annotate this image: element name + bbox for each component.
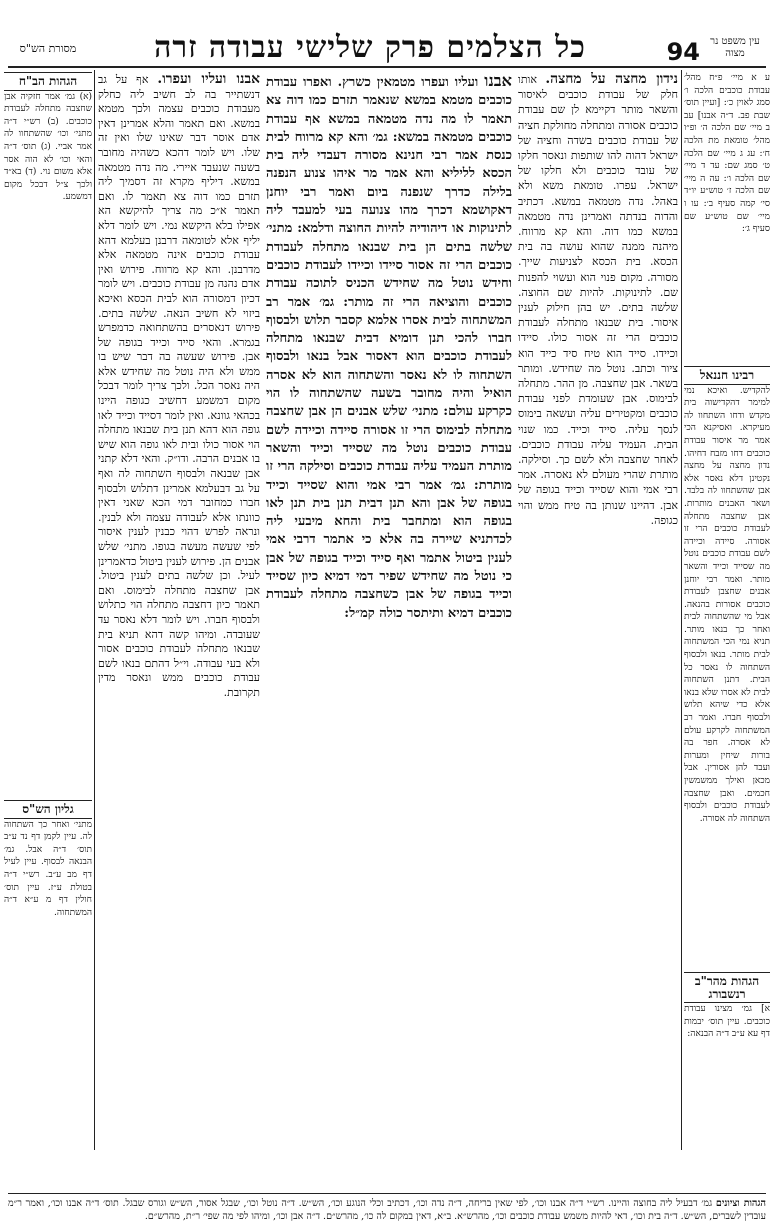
header-rule <box>8 66 766 68</box>
masoret-hashas-column <box>4 72 92 712</box>
rashi-lead: נידון מחצה על מחצה. <box>545 72 678 87</box>
hagahot-rabbi-heading: הגהות מהר"ב רנשבורג <box>684 972 770 1003</box>
left-margin-rule <box>94 70 95 1150</box>
gemara-column <box>266 72 512 1152</box>
page-title: כל הצלמים פרק שלישי עבודה זרה <box>154 30 586 65</box>
ein-mishpat-text: ע א מיי׳ פ״ח מהל׳ עבודת כוכבים הלכה ו׳ סמג לאוין כ׳: [ועיין תוס׳ שבת פב. ד״ה אבנו] עב ב מיי׳ שם הלכה ה׳ ופ״ו מהל׳ טומאת מת הלכה ח׳: עג ג מיי׳ שם הלכה ט׳ סמג שם: עד ד מיי׳ שם הלכה ו׳: עה ה מיי׳ שם הלכה ז׳ טוש״ע יו״ד סי׳ קמה סעיף ב׳: עו ו מיי׳ שם טוש״ע שם סעיף ג׳: <box>684 73 770 235</box>
gilyon-hashas-text: מתני׳ ואחר כך השתחוה לה. עיין לקמן דף נד ע״ב תוס׳ ד״ה אבל. גמ׳ הבנאה לבסוף. עיין לעיל דף מב ע״ב. רש״י ד״ה בטולת ע״ז. עיין תוס׳ חולין דף מ ע״א ד״ה המשתחוה. <box>4 819 92 918</box>
ein-mishpat-column <box>684 72 770 362</box>
rabbeinu-chananel-heading: רבינו חננאל <box>684 366 770 385</box>
tosafot-text: אף על גב דנשתייר בה לב חשיב ליה כחלק מעבודת כוכבים עצמה ולכך מטמא במשא. ואם תאמר והלא אמרינן דאין אדם אוסר דבר שאינו שלו ואין זה שלו. ויש לומר דהכא כשהיה מחובר בשעה שנעבד איירי. מה נדה מטמאה במשא. דיליף מקרא זה דסמיך ליה תזרם כמו דוה צא תאמר לו. ואם תאמר א״כ מה צריך להיקשא הא אפילו בלא היקשא נמי. ויש לומר דלא יליף אלא לטומאה דרבנן בעלמא דהא עבודת כוכבים אינה מטמאה אלא מדרבנן. והא קא מרווח. פירוש ואין אדם נהנה מן עבודת כוכבים. ויש לומר דכיון דמסורה הוא לבית הכסא ואיכא ביזוי לא חשיב הנאה. שלשה בתים. פירוש דנאסרים בהשתחואה כדמפרש בגמרא. והאי סייד וכייד בגופה של אבן. פירוש שעשה בה דבר שיש בו ממש ולא היה נוטל מה שחידש אלא היה נאסר הכל. ולכך צריך לומר דבכל מקום דמשמע דחשיב כגופה היינו בכהאי גוונא. ואין לומר דסייד וכייד לאו גופה הוא דהא תנן בית שבנאו מתחלה הוי אסור כולו ובית לאו גופה הוא שיש בו אבנים הרבה. ודו״ק. <box>98 73 260 466</box>
tosafot-column <box>98 72 260 1152</box>
hagahot-habach-text: (א) גמ׳ אמר חזקיה אבן שחצבה מתחלה לעבודת כוכבים. (ב) רש״י ד״ה מתני׳ וכו׳ שהשתחוו לה אמר אביי. (ג) תוס׳ ד״ה והאי וכו׳ לא הוה אסר אלא משום נוי. (ד) בא״ד ולכך צ״ל דבכל מקום דמשמע. <box>4 91 92 203</box>
tosafot-text-continued: והאי דלא קתני אבן שבנאה ולבסוף השתחוה לה ואף על גב דבעלמא אמרינן דתלוש ולבסוף חברו כמחובר דמי הכא שאני דאין כוונתו אלא לעבודה עצמה ולא לבנין. ונראה לפרש דהוי כבנין לענין איסור לפי שעשה מעשה בגופו. מתני׳ שלש אבנים הן. פירוש לענין ביטול כדאמרינן לעיל. וכן שלשה בתים לענין ביטול. אבן שחצבה מתחלה לבימוס. ואם תאמר כיון דחצבה מתחלה הוי כתלוש ולבסוף חברו. ויש לומר דלא נאסר עד שעובדה. ומיהו קשה דהא תניא בית שבנאו מתחלה לעבודת כוכבים אסור ולא בעי עבודה. וי״ל דהתם בנאו לשם עבודת כוכבים ממש ונאסר מדין תקרובת. <box>98 452 260 699</box>
hagahot-rabbi-column <box>684 972 770 1142</box>
footer-text: גמ׳ דבעיל ליה בחוצה והיינו. רש״י ד״ה אבנו וכו׳, לפי שאין בריחה, ד״ה נדה וכו׳, דכתיב וכלי הנוגע וכו׳, הש״ש. ד״ה נוטל וכו׳, שבגל אסור, הש״ש וגורס שבגל. תוס׳ ד״ה אבנו וכו׳, ואמר ר״מ עובדין לשברים, הש״ש. ד״ה בית וכו׳, דאי להיות משמש עבודת כוכבים וכו׳, מהרש״א. ב״א, דאין במקום לה כו׳, מהרש״ם. ד״ה אבן וכו׳, ומיהו לפי מה שפי׳ ר״ת, מהרש״ם. <box>8 1198 766 1222</box>
gilyon-hashas-heading: גליון הש"ס <box>4 800 92 819</box>
page-header <box>0 0 774 66</box>
right-margin-rule <box>681 70 682 1150</box>
footer-hagahot <box>8 1193 766 1223</box>
rabbeinu-chananel-column <box>684 366 770 966</box>
hagahot-rabbi-text: א] גמ׳ מצינו עבודת כוכבים. עיין תוס׳ יבמות דף עא ע״ב ד״ה הבנאה: <box>684 1004 770 1040</box>
tosafot-lead: אבנו ועליו ועפרו. <box>157 72 260 87</box>
hagahot-habach-heading: הגהות הב"ח <box>4 72 92 91</box>
gemara-lead-word: אבנו <box>484 72 512 90</box>
rashi-text: אותו חלק של עבודת כוכבים לאיסור והשאר מותר דקיימא לן שם עבודת כוכבים אסורה ומתחלה מחולקת חציה של עבודת כוכבים בשדה וחציה של ישראל דהוה להו שותפות ונאסר חלקו של עובד כוכבים ולא חלקו של ישראל. עפרו. טומאת משא ולא באהל. נדה מטמאה במשא. דכתיב והדוה בנדתה ואמרינן נדה מטמאה במשא כמו דוה. והא קא מרווח. מיהנה ממנה שהוא עושה בה בית הכסא. בית הכסא לצניעות שייך. מסורה. מקום פנוי הוא ועשוי להפנות שם. לתינוקות. להיות שם החוצה. שלשה בתים. יש בהן חילוק לענין איסור. בית שבנאו מתחלה לעבודת כוכבים הרי זה אסור כולו. סיידו וכיידו. סייד הוא טיח סיד כייד הוא ציור וכתב. נוטל מה שחידש. ומותר בשאר. אבן שחצבה. מן ההר. מתחלה לבימוס. אבן שעומדת לפני עבודת כוכבים ומקטירים עליה ועשאה בימוס לנסך עליה. סייד וכייד. כמו שנוי הבית. העמיד עליה עבודת כוכבים. לאחר שחצבה ולא לשם כך. וסילקה. מותרת שהרי מעולם לא נאסרה. אמר רבי אמי והוא שסייד וכייד בגופה של אבן. דהיינו שנותן בה טיח ממש והוי כגופה. <box>518 73 678 527</box>
gemara-text: ועליו ועפרו מטמאין כשרץ. ואפרו עבודת כוכבים מטמא במשא שנאמר תזרם כמו דוה צא תאמר לו מה נדה מטמאה במשא אף עבודת כוכבים מטמאה במשא: גמ׳ והא קא מרווח לבית כנסת אמר רבי חנינא מסורה דעבדי ליה בית הכסא לליליא והא אמר מר איהו צנוע הנפנה בלילה כדרך שנפנה ביום ואמר רבי יוחנן דאקושמא דכרך מהו צנועה בעי למעבד ליה לתינוקות או דיהודיה להיות החוצה ודלמא: מתני׳ שלשה בתים הן בית שבנאו מתחלה לעבודת כוכבים הרי זה אסור סיידו וכיידו לעבודת כוכבים וחידש נוטל מה שחידש הכניס לתוכה עבודת כוכבים והוציאה הרי זה מותר: גמ׳ אמר רב המשתחוה לבית אסרו אלמא קסבר תלוש ולבסוף חברו להכי תנן דומיא דבית שבנאו מתחלה לעבודת כוכבים הוא דאסור אבל בנאו ולבסוף השתחוה לו לא נאסר והשתחוה הוא לא אסרה הואיל והיה מחובר בשעה שהשתחוה לו הוי כקרקע עולם: מתני׳ שלש אבנים הן אבן שחצבה מתחלה לבימוס הרי זו אסורה סיידה וכיידה לשם עבודת כוכבים נוטל מה שסייד וכייד והשאר מותרת העמיד עליה עבודת כוכבים וסילקה הרי זו מותרת: גמ׳ אמר רבי אמי והוא שסייד וכייד בגופה של אבן והא תנן דבית תנן בית תנן לאו בגופה הוא ומתחבר בית והחא מיבעי ליה לכדתניא שיירה בה אלא כי אתמר דרבי אמי לענין ביטול אתמר ואף סייד וכייד בגופה של אבן כי נוטל מה שחידש שפיר דמי דמיא כיון שסייד וכייד בגופה של אבן כשחצבה מתחלה לעבודת כוכבים דמיא ותיתסר כולה קמ״ל: <box>266 75 512 621</box>
rabbeinu-chananel-text: להקדיש. ואיכא נמי למימר דהקדישוה בית מקדש ודחו השתחוו לה מעיקרא. ואסיקנא הכי אמר מר איסור עבודת כוכבים דחו מזבח דחיהו. נדון מחצה על מחצה נקטינן דלא נאסר אלא אבן שהשתחוו לה בלבד. ושאר האבנים מותרות. אבן שחצבה מתחלה לעבודת כוכבים הרי זו אסורה. סיידה וכיידה לשם עבודת כוכבים נוטל מה שסייד וכייד והשאר מותר. ואמר רבי יוחנן אבנים שחצבן לעבודת כוכבים אסורות בהנאה. אבל מי שהשתחוה לבית ואחר כך בנאו מותר. תניא נמי הכי המשתחוה לבית מותר. בנאו ולבסוף השתחוה לו נאסר כל הבית. דתנן השתחוה לבית לא אסרו שלא בנאו אלא כדי שיהא תלוש ולבסוף חברו. ואמר רב המשתחוה לקרקע עולם לא אסרה. חפר בה בורות שיחין ומערות ועבד להן אסורין. אבל מכאן ואילך ממשמשין חכמים. ואבן שחצבה לעבודת כוכבים ולבסוף השתחוה לה אסורה. <box>684 385 770 824</box>
page-number: 94 <box>666 38 700 66</box>
masoret-hashas-label: מסורת הש"ס <box>19 42 77 55</box>
footer-label: הגהות וציונים <box>715 1198 766 1209</box>
gilyon-hashas-column <box>4 800 92 1140</box>
rashi-column <box>518 72 678 1152</box>
ein-mishpat-label: עין משפט נר מצוה <box>710 36 760 59</box>
